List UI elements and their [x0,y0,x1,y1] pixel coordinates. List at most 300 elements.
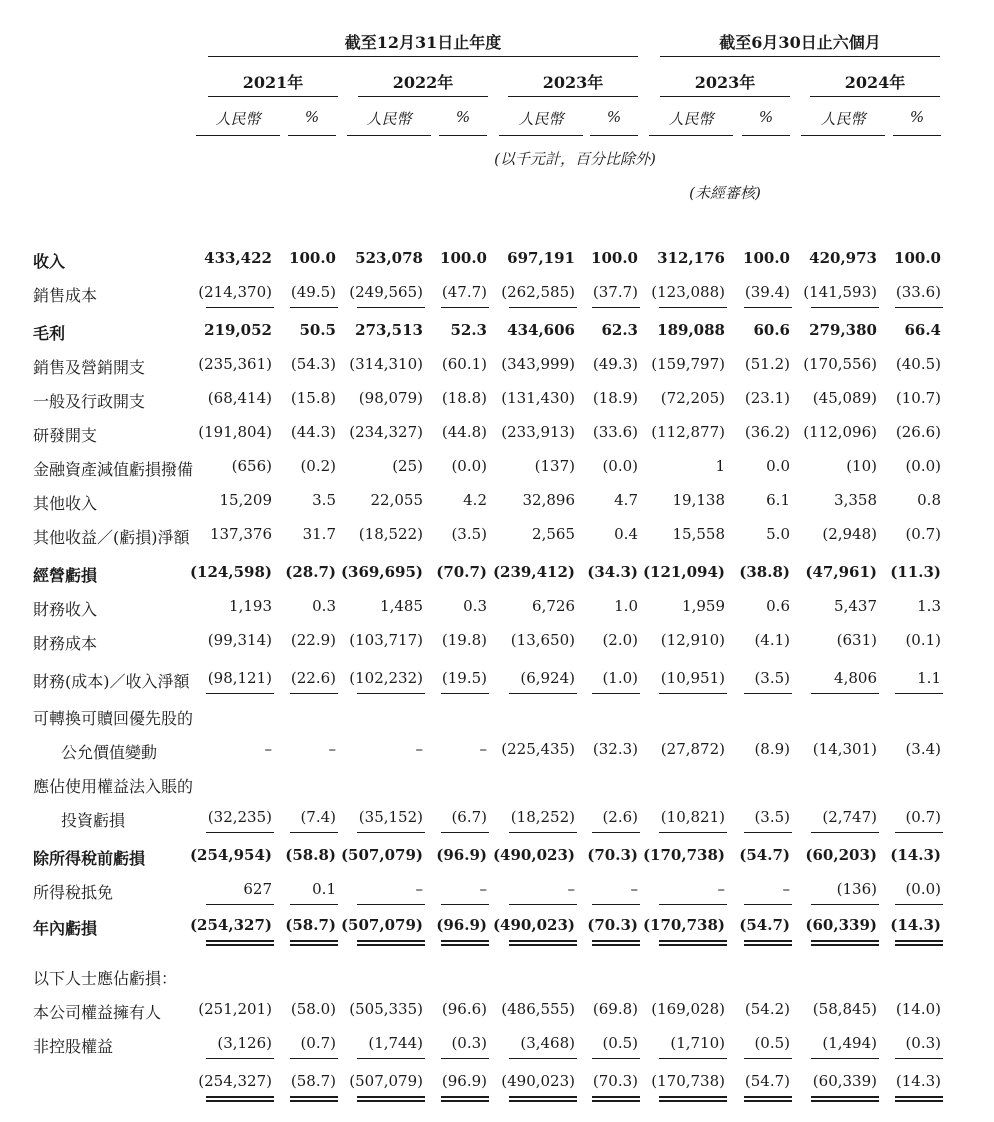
table-cell: – [479,740,487,758]
total-double-underline [206,940,274,946]
table-cell: (170,738) [651,1072,725,1090]
subheader-underline [801,135,885,136]
table-cell: (70.3) [587,916,638,934]
table-cell: (507,079) [340,846,423,864]
total-double-underline [811,940,879,946]
percent-subheader: % [758,108,774,126]
percent-subheader: % [909,108,925,126]
subtotal-underline [744,832,792,833]
table-cell: (631) [836,631,877,649]
subtotal-underline [509,904,577,905]
subtotal-underline [744,693,792,694]
year-underline-2021 [208,96,338,97]
table-cell: (131,430) [501,389,575,407]
table-cell: 1,959 [682,597,725,615]
subtotal-underline [509,832,577,833]
table-cell: (159,797) [651,355,725,373]
total-double-underline [744,940,792,946]
year-underline-2023 [508,96,638,97]
table-cell: 279,380 [809,321,877,339]
table-cell: (136) [836,880,877,898]
table-cell: (96.6) [441,1000,487,1018]
table-cell: (191,804) [198,423,272,441]
table-cell: 189,088 [657,321,725,339]
subtotal-underline [357,307,425,308]
table-cell: (96.9) [436,916,487,934]
subtotal-underline [744,307,792,308]
table-cell: 50.5 [299,321,336,339]
table-cell: (121,094) [642,563,725,581]
table-cell: (239,412) [492,563,575,581]
table-cell: (37.7) [592,283,638,301]
subtotal-underline [811,1058,879,1059]
table-cell: (14,301) [812,740,877,758]
table-cell: 273,513 [355,321,423,339]
table-cell: (0.7) [905,808,941,826]
table-cell: (254,327) [189,916,272,934]
subtotal-underline [659,832,727,833]
table-cell: 434,606 [507,321,575,339]
table-cell: (18.9) [592,389,638,407]
total-double-underline [206,1096,274,1102]
table-cell: (98,121) [207,669,272,687]
unaudited-note: (未經審核) [689,184,761,202]
table-cell: (249,565) [349,283,423,301]
table-cell: (123,088) [651,283,725,301]
row-label: 經營虧損 [33,566,98,585]
table-cell: 15,209 [219,491,272,509]
table-cell: (6,924) [520,669,575,687]
table-cell: (0.7) [300,1034,336,1052]
row-label: 財務收入 [33,600,98,619]
row-label: 以下人士應佔虧損： [33,969,178,988]
table-cell: 60.6 [753,321,790,339]
table-cell: (251,201) [198,1000,272,1018]
table-cell: (490,023) [492,916,575,934]
subtotal-underline [592,307,640,308]
table-cell: (54.7) [744,1072,790,1090]
subtotal-underline [206,693,274,694]
table-cell: (505,335) [349,1000,423,1018]
subtotal-underline [290,1058,338,1059]
year-underline-2022 [358,96,488,97]
table-cell: (235,361) [198,355,272,373]
table-cell: 22,055 [370,491,423,509]
table-cell: (254,954) [189,846,272,864]
total-double-underline [357,1096,425,1102]
table-cell: (58.0) [290,1000,336,1018]
row-label: 銷售成本 [33,286,98,305]
table-cell: (2,747) [822,808,877,826]
currency-subheader: 人民幣 [668,110,714,128]
table-cell: (112,877) [651,423,725,441]
table-cell: (69.8) [592,1000,638,1018]
table-cell: (54.7) [739,846,790,864]
table-cell: 31.7 [302,525,336,543]
table-cell: (262,585) [501,283,575,301]
row-label: 應佔使用權益法入賬的 [33,777,194,796]
subtotal-underline [206,307,274,308]
table-cell: (170,738) [642,916,725,934]
row-label-continued: 投資虧損 [61,811,126,830]
subtotal-underline [290,832,338,833]
percent-subheader: % [304,108,320,126]
table-cell: – [479,880,487,898]
table-cell: (25) [392,457,423,475]
table-cell: (3.5) [451,525,487,543]
group-underline-2 [660,56,940,57]
subheader-underline [649,135,733,136]
table-cell: (51.2) [744,355,790,373]
table-cell: (34.3) [587,563,638,581]
table-cell: (28.7) [285,563,336,581]
subheader-underline [893,135,941,136]
table-cell: (0.0) [905,457,941,475]
table-cell: 1 [715,457,725,475]
table-cell: (99,314) [207,631,272,649]
total-double-underline [290,940,338,946]
table-cell: (1,494) [822,1034,877,1052]
table-cell: (234,327) [349,423,423,441]
table-cell: (11.3) [890,563,941,581]
subtotal-underline [357,832,425,833]
table-cell: (19.5) [441,669,487,687]
subtotal-underline [895,307,943,308]
table-cell: (60,339) [805,916,877,934]
currency-subheader: 人民幣 [820,110,866,128]
total-double-underline [811,1096,879,1102]
subtotal-underline [290,693,338,694]
table-cell: (656) [231,457,272,475]
subtotal-underline [206,904,274,905]
table-cell: (343,999) [501,355,575,373]
subheader-underline [288,135,336,136]
table-cell: 1,485 [380,597,423,615]
table-cell: (0.3) [905,1034,941,1052]
table-cell: (68,414) [207,389,272,407]
table-cell: (70.7) [436,563,487,581]
table-cell: 15,558 [672,525,725,543]
table-cell: (3,468) [520,1034,575,1052]
table-cell: (14.3) [895,1072,941,1090]
row-label: 所得稅抵免 [33,883,114,902]
table-cell: (112,096) [803,423,877,441]
total-double-underline [290,1096,338,1102]
year-header-2023: 2023年 [542,73,604,92]
subtotal-underline [592,904,640,905]
table-cell: (314,310) [349,355,423,373]
table-cell: (0.0) [451,457,487,475]
subtotal-underline [811,832,879,833]
table-cell: (96.9) [441,1072,487,1090]
total-double-underline [592,1096,640,1102]
subtotal-underline [290,904,338,905]
table-cell: (36.2) [744,423,790,441]
table-cell: 100.0 [591,249,638,267]
table-cell: 0.4 [614,525,638,543]
table-cell: 100.0 [894,249,941,267]
subtotal-underline [592,693,640,694]
year-underline-2023-h1 [660,96,790,97]
table-cell: (369,695) [340,563,423,581]
table-cell: – [415,880,423,898]
subtotal-underline [509,693,577,694]
row-label: 金融資產減值虧損撥備 [33,460,194,479]
total-double-underline [895,940,943,946]
table-cell: (0.0) [905,880,941,898]
table-cell: (3,126) [217,1034,272,1052]
table-cell: 137,376 [209,525,272,543]
table-cell: (26.6) [895,423,941,441]
subheader-underline [196,135,280,136]
total-double-underline [895,1096,943,1102]
unit-note: (以千元計，百分比除外) [494,150,656,168]
subtotal-underline [592,1058,640,1059]
row-label: 財務成本 [33,634,98,653]
table-cell: (1,710) [670,1034,725,1052]
table-cell: (32,235) [207,808,272,826]
table-cell: (18,252) [510,808,575,826]
table-cell: 3.5 [312,491,336,509]
table-cell: (1.0) [602,669,638,687]
subtotal-underline [441,1058,489,1059]
row-label: 非控股權益 [33,1037,114,1056]
subtotal-underline [744,1058,792,1059]
currency-subheader: 人民幣 [366,110,412,128]
subtotal-underline [441,307,489,308]
table-cell: 3,358 [834,491,877,509]
table-cell: 1.1 [917,669,941,687]
total-double-underline [592,940,640,946]
subtotal-underline [509,1058,577,1059]
row-label: 毛利 [33,324,66,343]
table-cell: 0.3 [312,597,336,615]
table-cell: (4.1) [754,631,790,649]
group-underline-1 [208,56,638,57]
table-cell: (44.3) [290,423,336,441]
table-cell: – [415,740,423,758]
table-cell: (44.8) [441,423,487,441]
table-cell: (490,023) [501,1072,575,1090]
subtotal-underline [895,1058,943,1059]
table-cell: (32.3) [592,740,638,758]
table-cell: (507,079) [340,916,423,934]
table-cell: (254,327) [198,1072,272,1090]
table-cell: (45,089) [812,389,877,407]
total-double-underline [441,940,489,946]
table-cell: (49.5) [290,283,336,301]
subtotal-underline [659,904,727,905]
table-cell: (70.3) [587,846,638,864]
total-double-underline [509,1096,577,1102]
currency-subheader: 人民幣 [518,110,564,128]
table-cell: (1,744) [368,1034,423,1052]
table-cell: 627 [243,880,272,898]
table-cell: (490,023) [492,846,575,864]
table-cell: (2.6) [602,808,638,826]
table-cell: (3.5) [754,808,790,826]
year-header-2022: 2022年 [392,73,454,92]
table-cell: – [328,740,336,758]
table-cell: (18.8) [441,389,487,407]
subtotal-underline [206,1058,274,1059]
table-cell: (47,961) [805,563,877,581]
subtotal-underline [357,904,425,905]
table-cell: (10,821) [660,808,725,826]
table-cell: (60,203) [805,846,877,864]
year-underline-2024-h1 [810,96,940,97]
subtotal-underline [811,307,879,308]
subtotal-underline [441,693,489,694]
table-cell: – [717,880,725,898]
table-cell: 523,078 [355,249,423,267]
table-cell: 6.1 [766,491,790,509]
table-cell: (8.9) [754,740,790,758]
subtotal-underline [744,904,792,905]
table-cell: (0.5) [754,1034,790,1052]
table-cell: (22.6) [290,669,336,687]
table-cell: 312,176 [657,249,725,267]
table-cell: (58.8) [285,846,336,864]
table-cell: (22.9) [290,631,336,649]
row-label: 本公司權益擁有人 [33,1003,162,1022]
group-header-year-ended: 截至12月31日止年度 [344,33,502,52]
table-cell: 2,565 [532,525,575,543]
table-cell: 0.6 [766,597,790,615]
subtotal-underline [895,832,943,833]
table-cell: 5.0 [766,525,790,543]
table-cell: 5,437 [834,597,877,615]
group-header-six-months: 截至6月30日止六個月 [719,33,881,52]
total-double-underline [441,1096,489,1102]
table-cell: (0.5) [602,1034,638,1052]
table-cell: 6,726 [532,597,575,615]
row-label: 其他收益／(虧損)淨額 [33,528,190,547]
year-header-2024-h1: 2024年 [844,73,906,92]
table-cell: (49.3) [592,355,638,373]
table-cell: (40.5) [895,355,941,373]
table-cell: (27,872) [660,740,725,758]
subtotal-underline [895,693,943,694]
table-cell: 0.8 [917,491,941,509]
row-label: 可轉換可贖回優先股的 [33,709,194,728]
table-cell: 19,138 [672,491,725,509]
table-cell: (3.4) [905,740,941,758]
table-cell: 100.0 [440,249,487,267]
table-cell: 100.0 [289,249,336,267]
table-cell: (507,079) [349,1072,423,1090]
table-cell: (54.2) [744,1000,790,1018]
subtotal-underline [659,307,727,308]
table-cell: (0.2) [300,457,336,475]
table-cell: 433,422 [204,249,272,267]
table-cell: – [567,880,575,898]
percent-subheader: % [606,108,622,126]
table-cell: 0.0 [766,457,790,475]
table-cell: 1,193 [229,597,272,615]
table-cell: (124,598) [189,563,272,581]
table-cell: 420,973 [809,249,877,267]
table-cell: (58,845) [812,1000,877,1018]
table-cell: 4.2 [463,491,487,509]
table-cell: (486,555) [501,1000,575,1018]
table-cell: (14.3) [890,916,941,934]
subtotal-underline [895,904,943,905]
row-label: 其他收入 [33,494,98,513]
table-cell: (0.0) [602,457,638,475]
table-cell: (3.5) [754,669,790,687]
table-cell: (33.6) [895,283,941,301]
row-label: 收入 [33,252,66,271]
subtotal-underline [357,693,425,694]
table-cell: 219,052 [204,321,272,339]
table-cell: (96.9) [436,846,487,864]
table-cell: (15.8) [290,389,336,407]
table-cell: 52.3 [450,321,487,339]
subheader-underline [742,135,790,136]
table-cell: (13,650) [510,631,575,649]
table-cell: (103,717) [349,631,423,649]
table-cell: (39.4) [744,283,790,301]
subtotal-underline [592,832,640,833]
subheader-underline [347,135,431,136]
row-label: 銷售及營銷開支 [33,358,146,377]
table-cell: – [782,880,790,898]
table-cell: 0.1 [312,880,336,898]
table-cell: (170,556) [803,355,877,373]
table-cell: (47.7) [441,283,487,301]
table-cell: (14.0) [895,1000,941,1018]
row-label: 財務(成本)／收入淨額 [33,672,190,691]
subtotal-underline [811,693,879,694]
subheader-underline [439,135,487,136]
subtotal-underline [441,904,489,905]
table-cell: (10,951) [660,669,725,687]
subtotal-underline [290,307,338,308]
total-double-underline [357,940,425,946]
total-double-underline [659,1096,727,1102]
table-cell: (12,910) [660,631,725,649]
row-label: 年內虧損 [33,919,98,938]
table-cell: 62.3 [601,321,638,339]
table-cell: (170,738) [642,846,725,864]
table-cell: (225,435) [501,740,575,758]
table-cell: 4.7 [614,491,638,509]
table-cell: (137) [534,457,575,475]
table-cell: (0.3) [451,1034,487,1052]
subtotal-underline [659,1058,727,1059]
percent-subheader: % [455,108,471,126]
table-cell: (141,593) [803,283,877,301]
table-cell: (102,232) [349,669,423,687]
table-cell: (2,948) [822,525,877,543]
table-cell: (2.0) [602,631,638,649]
table-cell: (70.3) [592,1072,638,1090]
subtotal-underline [509,307,577,308]
subtotal-underline [659,693,727,694]
table-cell: 32,896 [522,491,575,509]
table-cell: (58.7) [285,916,336,934]
table-cell: 697,191 [507,249,575,267]
subtotal-underline [441,832,489,833]
table-cell: (33.6) [592,423,638,441]
table-cell: (60.1) [441,355,487,373]
table-cell: 1.0 [614,597,638,615]
table-cell: (35,152) [358,808,423,826]
table-cell: (0.1) [905,631,941,649]
currency-subheader: 人民幣 [215,110,261,128]
subtotal-underline [811,904,879,905]
